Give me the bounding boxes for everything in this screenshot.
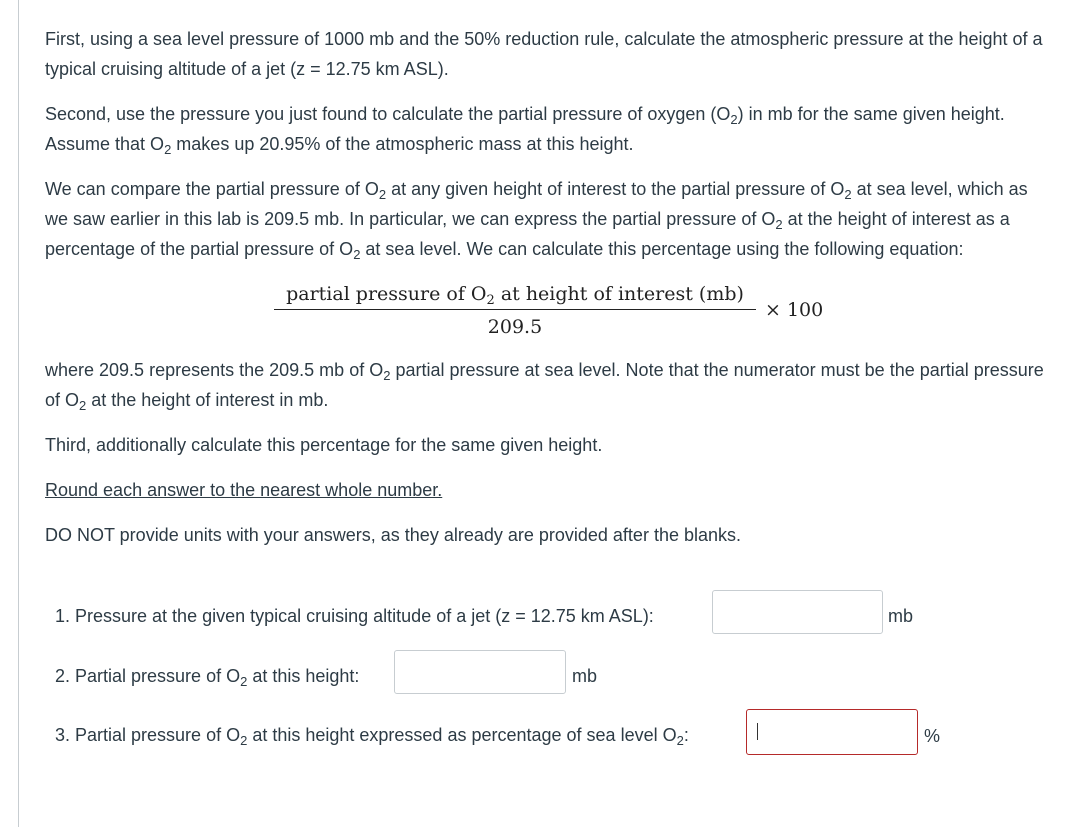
instruction-text: Third, additionally calculate this percentage for the same given height. xyxy=(45,435,603,455)
instruction-paragraph-4 xyxy=(45,355,1055,415)
question-1-answer-input[interactable] xyxy=(712,590,883,634)
text-segment: at any given height of interest to the partial pressure of O xyxy=(386,179,845,199)
subscript: 2 xyxy=(378,187,387,202)
text-segment: 3. Partial pressure of O xyxy=(55,725,241,745)
instruction-paragraph-3 xyxy=(45,174,1055,264)
text-cursor xyxy=(757,723,758,740)
subscript: 2 xyxy=(353,247,361,262)
question-body xyxy=(45,24,1055,565)
equation-denominator: 209.5 xyxy=(487,316,543,338)
text-segment: : xyxy=(683,725,689,745)
subscript: 2 xyxy=(730,112,738,127)
text-segment: at this height: xyxy=(247,666,360,686)
question-3-answer-input[interactable] xyxy=(746,709,918,755)
text-segment: where 209.5 represents the 209.5 mb of O xyxy=(45,360,384,380)
text-segment: partial pressure at sea level. Note that the numerator must be the partial pressure of O xyxy=(45,360,1044,410)
equation-multiplier: × 100 xyxy=(765,299,824,321)
text-segment: at the height of interest in mb. xyxy=(86,390,329,410)
rounding-note: Round each answer to the nearest whole number. xyxy=(45,480,443,500)
question-2-answer-input[interactable] xyxy=(394,650,566,694)
text-segment: 2. Partial pressure of O xyxy=(55,666,241,686)
question-3-label xyxy=(55,725,689,746)
text-segment: at sea level. We can calculate this percentage using the following equation: xyxy=(360,239,964,259)
question-2-label xyxy=(55,666,359,687)
instruction-paragraph-5 xyxy=(45,430,1055,460)
text-segment: Second, use the pressure you just found to calculate the partial pressure of oxygen (O xyxy=(45,104,731,124)
question-3-unit: % xyxy=(924,726,941,746)
text-segment: makes up 20.95% of the atmospheric mass at this height. xyxy=(171,134,634,154)
text-segment: 1. Pressure at the given typical cruising altitude of a jet (z = 12.75 km ASL): xyxy=(55,606,654,626)
text-segment: at this height expressed as percentage of sea level O xyxy=(247,725,677,745)
equation-fraction xyxy=(274,279,756,342)
subscript: 2 xyxy=(240,674,248,689)
content-left-border xyxy=(18,0,19,827)
subscript: 2 xyxy=(486,293,495,308)
instruction-paragraph-1 xyxy=(45,24,1055,84)
units-note: DO NOT provide units with your answers, as they already are provided after the blanks. xyxy=(45,525,741,545)
text-segment: ) in mb for the same given height. Assume that O xyxy=(45,104,1005,154)
subscript: 2 xyxy=(164,142,172,157)
subscript: 2 xyxy=(844,187,852,202)
subscript: 2 xyxy=(240,733,248,748)
percentage-equation xyxy=(45,279,1055,343)
instruction-text: First, using a sea level pressure of 1000 mb and the 50% reduction rule, calculate the atmospheric pressure at the height of a typical cruising altitude of a jet (z = 12.75 km ASL). xyxy=(45,29,1043,79)
instruction-paragraph-2 xyxy=(45,99,1055,159)
text-segment: at sea level, which as we saw earlier in this lab is 209.5 mb. In particular, we can express the partial pressure of O xyxy=(45,179,1028,229)
subscript: 2 xyxy=(775,217,783,232)
text-segment: at height of interest (mb) xyxy=(494,283,744,305)
question-1-label xyxy=(55,606,654,627)
instruction-paragraph-6 xyxy=(45,475,1055,505)
text-segment: at the height of interest as a percentage of the partial pressure of O xyxy=(45,209,1010,259)
equation-numerator xyxy=(274,279,756,310)
subscript: 2 xyxy=(676,733,684,748)
question-2-unit: mb xyxy=(572,666,598,686)
instruction-paragraph-7 xyxy=(45,520,1055,550)
text-segment: We can compare the partial pressure of O xyxy=(45,179,379,199)
text-segment: partial pressure of O xyxy=(286,283,487,305)
subscript: 2 xyxy=(79,398,87,413)
question-1-unit: mb xyxy=(888,606,914,626)
subscript: 2 xyxy=(383,368,391,383)
